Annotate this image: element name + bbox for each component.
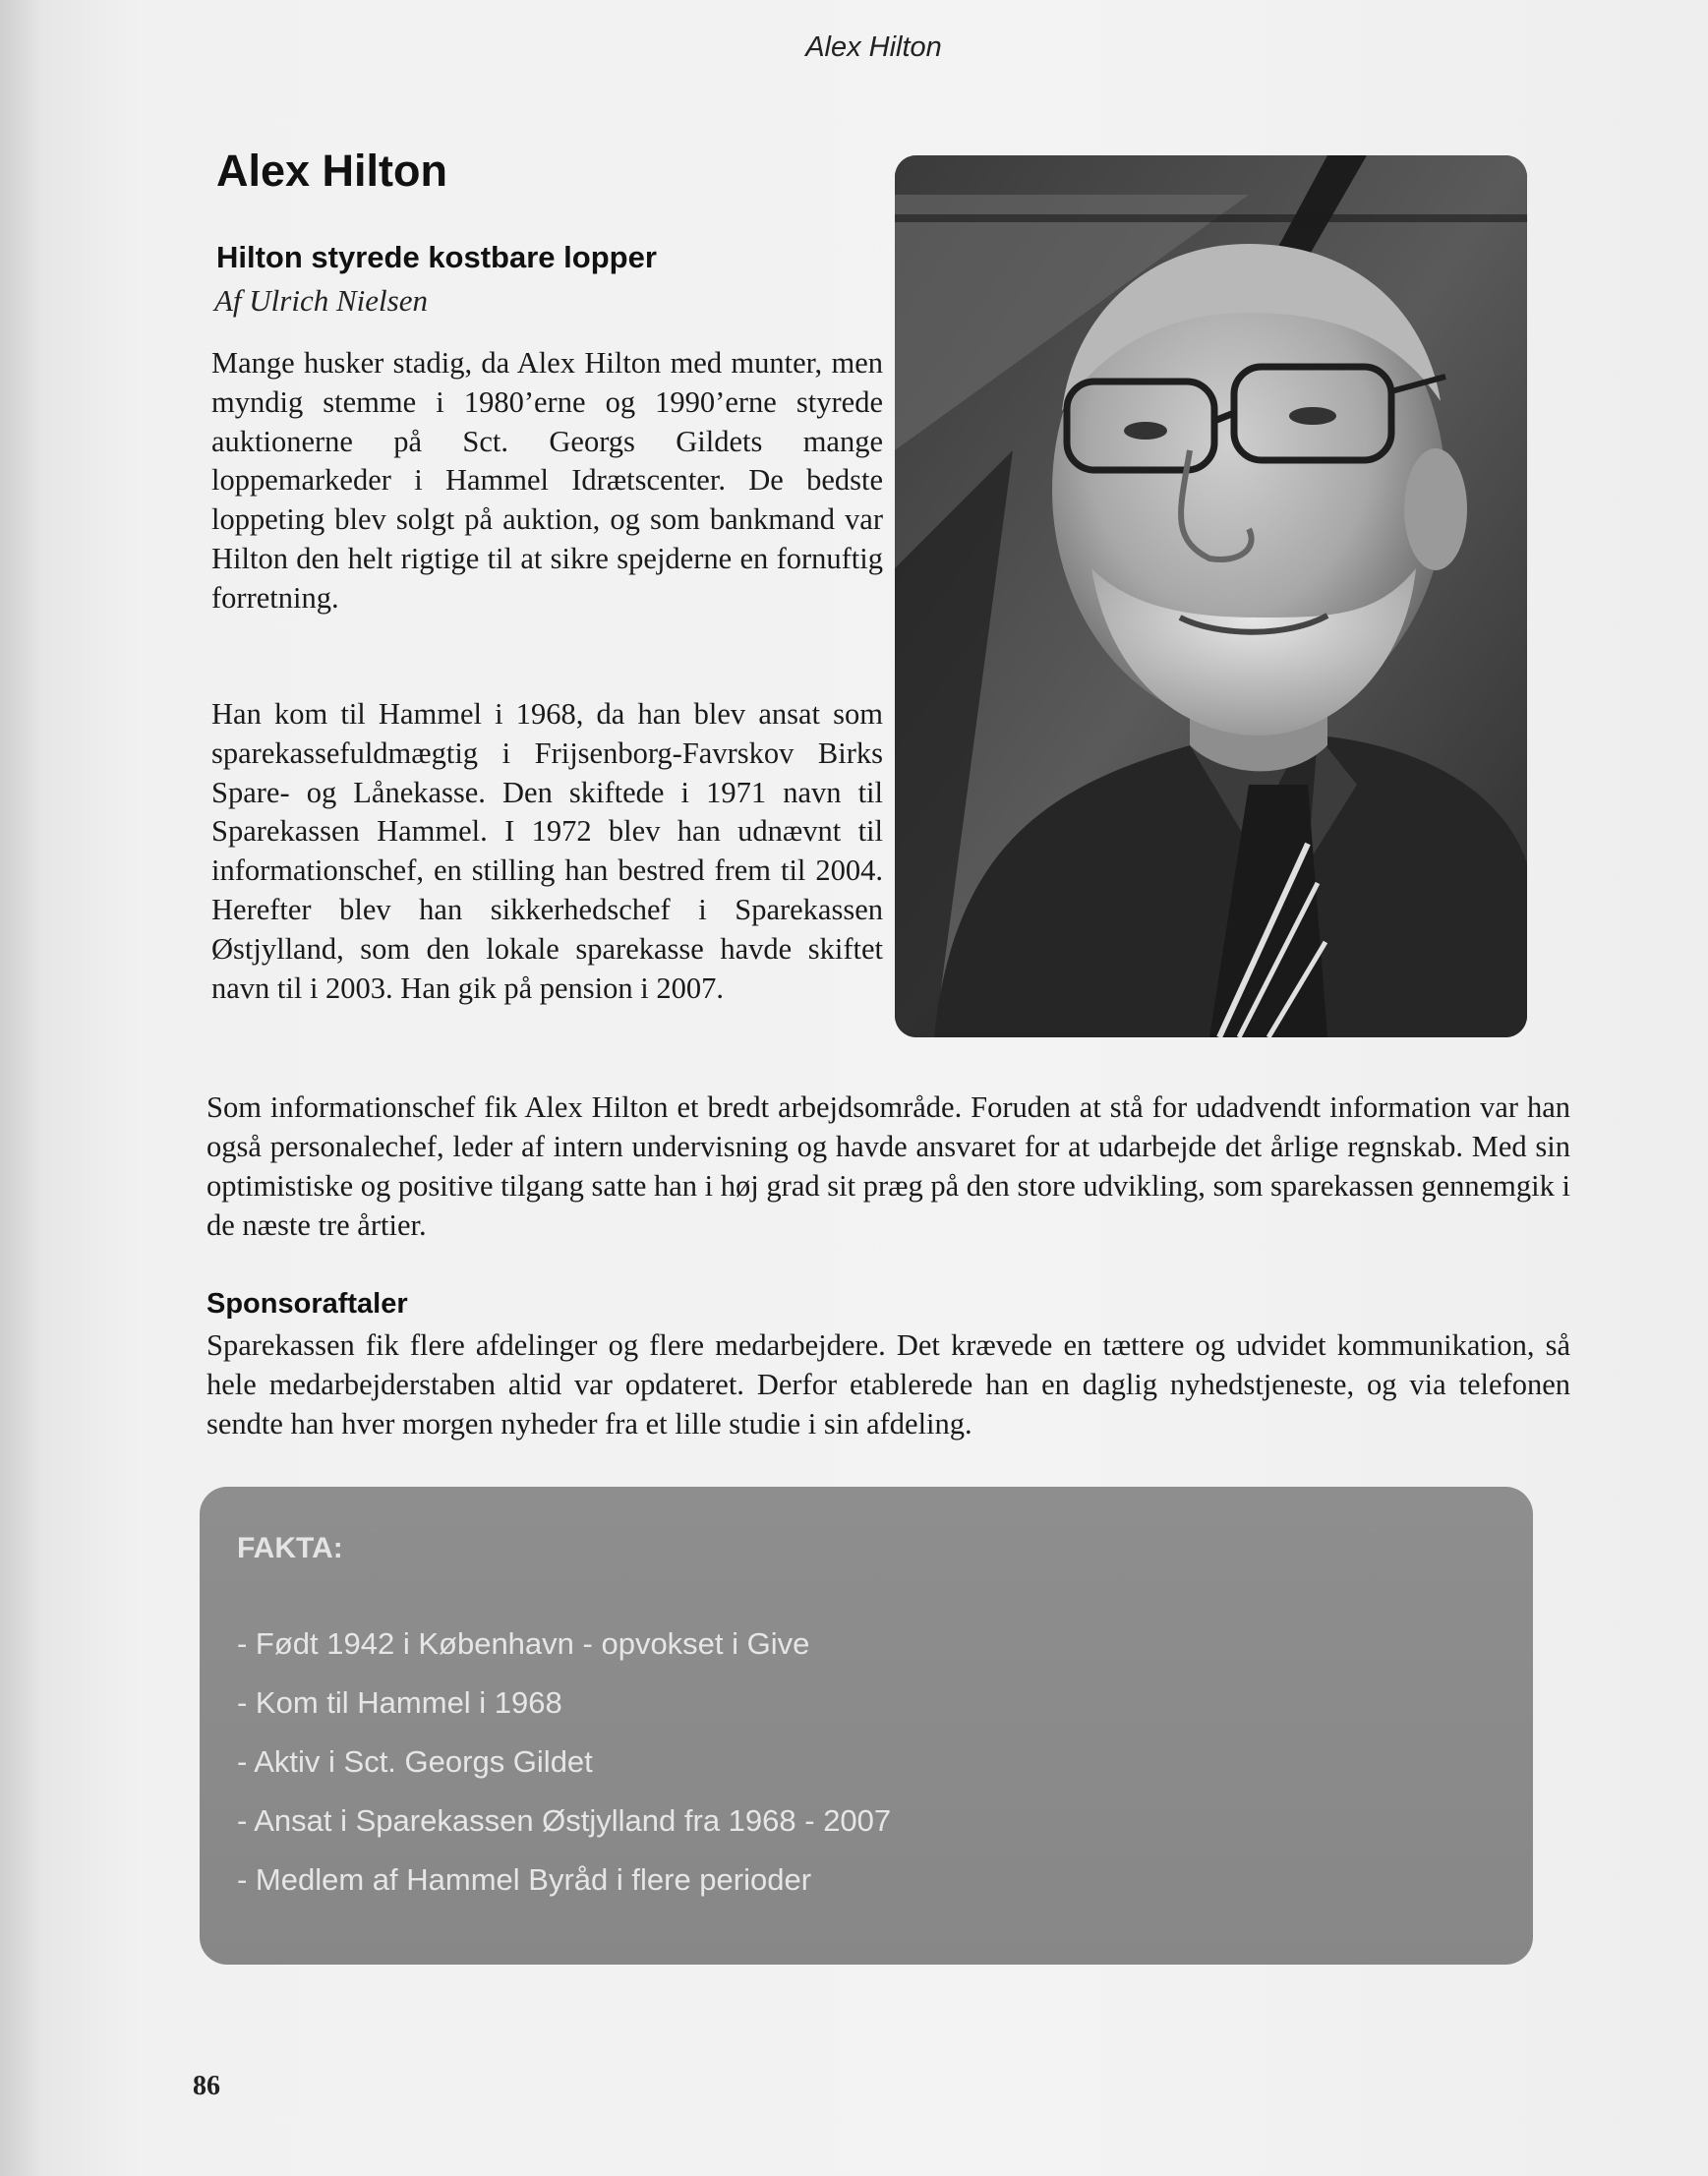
paragraph-2: Han kom til Hammel i 1968, da han blev ansat som sparekassefuldmægtig i Frijsenborg-Favrskov Birks Spare- og Lånekasse. Den skiftede i 1971 navn til Sparekassen Hammel. I 1972 blev han udnævnt til informationschef, en stilling han bestred frem til 2004. Herefter blev han sikkerhedschef i Sparekassen Østjylland, som den lokale sparekasse havde skiftet navn til i 2003. Han gik på pension i 2007.	[211, 697, 883, 1005]
page-number: 86	[193, 2071, 220, 2101]
fakta-box	[200, 1487, 1533, 1965]
running-header: Alex Hilton	[805, 31, 942, 63]
fakta-item: - Medlem af Hammel Byråd i flere perioder	[237, 1862, 812, 1897]
paragraph-4: Sparekassen fik flere afdelinger og flere medarbejdere. Det krævede en tættere og udvidet kommunikation, så hele medarbejderstaben altid var opdateret. Derfor etablerede han en daglig nyhedstjeneste, og via telefonen sendte han hver morgen nyheder fra et lille studie i sin afdeling.	[206, 1328, 1570, 1441]
fakta-list	[237, 1615, 891, 1910]
article-subtitle: Hilton styrede kostbare lopper	[216, 240, 657, 274]
fakta-title: FAKTA:	[237, 1532, 343, 1564]
fakta-item: - Født 1942 i København - opvokset i Give	[237, 1626, 810, 1661]
book-spine-shadow	[0, 0, 39, 2176]
fakta-item: - Kom til Hammel i 1968	[237, 1685, 562, 1720]
article-title: Alex Hilton	[216, 146, 448, 196]
paragraph-1: Mange husker stadig, da Alex Hilton med munter, men myndig stemme i 1980’erne og 1990’erne styrede auktionerne på Sct. Georgs Gildets mange loppemarkeder i Hammel Idrætscenter. De bedste loppeting blev solgt på auktion, og som bankmand var Hilton den helt rigtige til at sikre spejderne en fornuftig forretning.	[211, 346, 883, 615]
byline: Af Ulrich Nielsen	[214, 283, 428, 318]
fakta-item: - Aktiv i Sct. Georgs Gildet	[237, 1744, 593, 1779]
fakta-item: - Ansat i Sparekassen Østjylland fra 1968 - 2007	[237, 1803, 892, 1838]
section-heading: Sponsoraftaler	[206, 1288, 408, 1320]
portrait-photo-icon	[895, 155, 1527, 1037]
portrait-photo	[895, 155, 1527, 1037]
paragraph-3: Som informationschef fik Alex Hilton et bredt arbejdsområde. Foruden at stå for udadvendt information var han også personalechef, leder af intern undervisning og havde ansvaret for at udarbejde det årlige regnskab. Med sin optimistiske og positive tilgang satte han i høj grad sit præg på den store udvikling, som sparekassen gennemgik i de næste tre årtier.	[206, 1090, 1570, 1242]
book-page	[39, 0, 1708, 2176]
